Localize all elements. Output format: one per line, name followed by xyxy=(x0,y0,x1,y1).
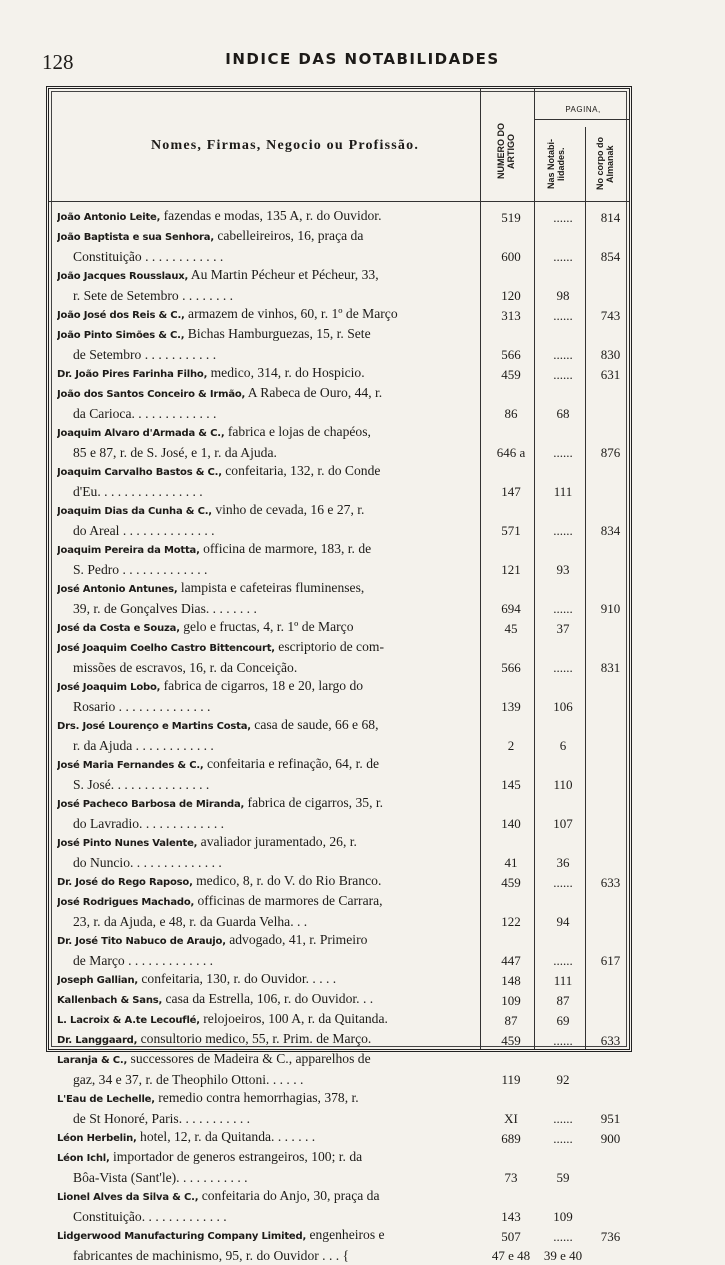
entry-description: fabrica e lojas de chapéos, xyxy=(224,424,371,439)
notabilidades-page: 111 xyxy=(553,973,573,988)
article-number: 571 xyxy=(501,523,521,538)
entry-text: Constituição. . . . . . . . . . . . . xyxy=(73,1209,227,1224)
notabilidades-page: 109 xyxy=(553,1209,573,1224)
article-number: 143 xyxy=(501,1209,521,1224)
entry-description: officina de marmore, 183, r. de xyxy=(199,541,372,556)
firm-name: L'Eau de Lechelle, xyxy=(57,1094,155,1105)
almanak-page: 854 xyxy=(600,249,621,264)
entry-text xyxy=(57,1187,485,1207)
firm-name: Joaquim Dias da Cunha & C., xyxy=(57,506,212,517)
entry-description: gelo e fructas, 4, r. 1º de Março xyxy=(179,619,354,634)
entry-description: casa da Estrella, 106, r. do Ouvidor. . . xyxy=(162,991,374,1006)
index-entry xyxy=(57,482,632,501)
almanak-page: 736 xyxy=(600,1229,621,1244)
firm-name: José da Costa e Souza, xyxy=(57,623,180,634)
almanak-page: 743 xyxy=(600,308,621,323)
entry-description: lampista e cafeteiras fluminenses, xyxy=(177,580,365,595)
notabilidades-header: Nas Notabi- lidades. xyxy=(546,139,566,190)
index-entry xyxy=(57,1207,632,1226)
index-entry xyxy=(57,931,632,951)
firm-name: João Jacques Rousslaux, xyxy=(57,271,189,282)
firm-name: Dr. Langgaard, xyxy=(57,1035,138,1046)
entry-text xyxy=(57,462,485,482)
notabilidades-page: 6 xyxy=(559,738,567,753)
index-table xyxy=(46,86,632,1263)
firm-name: João Pinto Simões & C., xyxy=(57,330,185,341)
article-number: 87 xyxy=(504,1013,518,1028)
firm-name: José Pacheco Barbosa de Miranda, xyxy=(57,799,245,810)
entry-text: 39, r. de Gonçalves Dias. . . . . . . . xyxy=(73,601,257,616)
notabilidades-page: ...... xyxy=(553,875,573,890)
entry-text xyxy=(57,501,485,521)
article-number: 109 xyxy=(501,993,521,1008)
notabilidades-page: ...... xyxy=(553,1111,573,1126)
almanak-page: 900 xyxy=(600,1131,621,1146)
index-entry xyxy=(57,1168,632,1187)
entry-text xyxy=(57,1148,485,1168)
index-entry xyxy=(57,286,632,305)
index-entry xyxy=(57,638,632,658)
index-entry xyxy=(57,697,632,716)
notabilidades-page: 87 xyxy=(556,993,570,1008)
entry-description: Bichas Hamburguezas, 15, r. Sete xyxy=(184,326,371,341)
entries-list xyxy=(57,207,632,1265)
notabilidades-page: 110 xyxy=(553,777,573,792)
article-number: 45 xyxy=(504,621,518,636)
entry-text xyxy=(57,970,485,990)
entry-text xyxy=(57,1089,485,1109)
index-entry xyxy=(57,404,632,423)
entry-text xyxy=(57,755,485,775)
entry-description: medico, 8, r. do V. do Rio Branco. xyxy=(192,873,382,888)
entry-description: confeitaria do Anjo, 30, praça da xyxy=(198,1188,380,1203)
entry-text xyxy=(57,1030,485,1050)
entry-text xyxy=(57,1050,485,1070)
notabilidades-page: 36 xyxy=(556,855,570,870)
notabilidades-page: 68 xyxy=(556,406,570,421)
almanak-page: 951 xyxy=(600,1111,621,1126)
notabilidades-page: ...... xyxy=(553,953,573,968)
entry-text xyxy=(57,266,485,286)
firm-name: Kallenbach & Sans, xyxy=(57,995,163,1006)
notabilidades-page: ...... xyxy=(553,1033,573,1048)
index-entry xyxy=(57,1010,632,1030)
entry-text xyxy=(57,364,485,384)
firm-name: Joaquim Alvaro d'Armada & C., xyxy=(57,428,225,439)
entry-text: de Março . . . . . . . . . . . . . xyxy=(73,953,214,968)
article-number: 140 xyxy=(501,816,521,831)
entry-text: do Lavradio. . . . . . . . . . . . . xyxy=(73,816,225,831)
firm-name: L. Lacroix & A.te Lecouflé, xyxy=(57,1015,200,1026)
page-number: 128 xyxy=(42,50,74,74)
article-number: 519 xyxy=(501,210,521,225)
index-entry xyxy=(57,599,632,618)
index-entry xyxy=(57,443,632,462)
index-entry xyxy=(57,521,632,540)
article-number: 147 xyxy=(501,484,521,499)
entry-text xyxy=(57,892,485,912)
article-number: 86 xyxy=(504,406,518,421)
index-entry xyxy=(57,325,632,345)
entry-description: casa de saude, 66 e 68, xyxy=(250,717,379,732)
entry-description: fabrica de cigarros, 18 e 20, largo do xyxy=(160,678,364,693)
index-entry xyxy=(57,951,632,970)
entry-text: gaz, 34 e 37, r. de Theophilo Ottoni. . . . . . xyxy=(73,1072,304,1087)
article-number: 73 xyxy=(504,1170,518,1185)
index-entry xyxy=(57,912,632,931)
entry-description: confeitaria, 130, r. do Ouvidor. . . . . xyxy=(138,971,337,986)
firm-name: José Joaquim Coelho Castro Bittencourt, xyxy=(57,643,275,654)
entry-description: confeitaria e refinação, 64, r. de xyxy=(203,756,380,771)
entry-text: Bôa-Vista (Sant'le). . . . . . . . . . . xyxy=(73,1170,248,1185)
firm-name: Lidgerwood Manufacturing Company Limited, xyxy=(57,1231,307,1242)
index-entry xyxy=(57,1050,632,1070)
entry-text xyxy=(57,990,485,1010)
index-entry xyxy=(57,833,632,853)
article-number: 121 xyxy=(501,562,521,577)
firm-name: Dr. José Tito Nabuco de Araujo, xyxy=(57,936,226,947)
entry-text xyxy=(57,931,485,951)
firm-name: Léon Herbelin, xyxy=(57,1133,137,1144)
firm-name: João José dos Reis & C., xyxy=(57,310,185,321)
entry-text: S. José. . . . . . . . . . . . . . . xyxy=(73,777,210,792)
entry-description: fazendas e modas, 135 A, r. do Ouvidor. xyxy=(160,208,382,223)
pagina-header: PAGINA, xyxy=(565,105,601,114)
index-entry xyxy=(57,247,632,266)
index-entry xyxy=(57,579,632,599)
index-entry xyxy=(57,892,632,912)
almanak-page: 633 xyxy=(600,875,621,890)
almanak-page: 631 xyxy=(600,367,621,382)
index-entry xyxy=(57,560,632,579)
entry-text xyxy=(57,1226,485,1246)
entry-text: fabricantes de machinismo, 95, r. do Ouvidor . . . { xyxy=(73,1248,350,1263)
notabilidades-page: 107 xyxy=(553,816,573,831)
index-entry xyxy=(57,1030,632,1050)
firm-name: Dr. José do Rego Raposo, xyxy=(57,877,193,888)
article-number: 566 xyxy=(501,660,521,675)
index-entry xyxy=(57,677,632,697)
entry-description: avaliador juramentado, 26, r. xyxy=(197,834,357,849)
article-number: 119 xyxy=(501,1072,521,1087)
running-head: INDICE DAS NOTABILIDADES xyxy=(225,50,500,68)
entry-text: r. da Ajuda . . . . . . . . . . . . xyxy=(73,738,214,753)
firm-name: José Maria Fernandes & C., xyxy=(57,760,204,771)
entry-description: remedio contra hemorrhagias, 378, r. xyxy=(154,1090,359,1105)
article-number: 41 xyxy=(504,855,518,870)
firm-name: Laranja & C., xyxy=(57,1055,128,1066)
entry-text: Rosario . . . . . . . . . . . . . . xyxy=(73,699,211,714)
almanak-page: 633 xyxy=(600,1033,621,1048)
index-entry xyxy=(57,1070,632,1089)
index-entry xyxy=(57,1089,632,1109)
names-column-header: Nomes, Firmas, Negocio ou Profissão. xyxy=(150,138,420,153)
index-entry xyxy=(57,540,632,560)
index-entry xyxy=(57,501,632,521)
notabilidades-page: 59 xyxy=(556,1170,570,1185)
article-number: 694 xyxy=(501,601,521,616)
index-entry xyxy=(57,872,632,892)
article-number: 459 xyxy=(501,1033,521,1048)
entry-text xyxy=(57,305,485,325)
entry-description: Au Martin Pécheur et Pécheur, 33, xyxy=(188,267,379,282)
index-entry xyxy=(57,970,632,990)
almanak-page: 830 xyxy=(600,347,621,362)
entry-description: fabrica de cigarros, 35, r. xyxy=(244,795,384,810)
entry-text xyxy=(57,794,485,814)
article-number: 646 a xyxy=(496,445,526,460)
index-entry xyxy=(57,775,632,794)
entry-description: cabelleireiros, 16, praça da xyxy=(213,228,364,243)
entry-text: do Areal . . . . . . . . . . . . . . xyxy=(73,523,215,538)
index-entry xyxy=(57,814,632,833)
article-number: 507 xyxy=(501,1229,521,1244)
notabilidades-page: ...... xyxy=(553,308,573,323)
entry-text: S. Pedro . . . . . . . . . . . . . xyxy=(73,562,208,577)
notabilidades-page: ...... xyxy=(553,210,573,225)
entry-text: de St Honoré, Paris. . . . . . . . . . . xyxy=(73,1111,251,1126)
article-number: 600 xyxy=(501,249,521,264)
index-entry xyxy=(57,1246,632,1265)
article-number: XI xyxy=(504,1111,518,1126)
index-entry xyxy=(57,618,632,638)
firm-name: João Baptista e sua Senhora, xyxy=(57,232,214,243)
notabilidades-page: ...... xyxy=(553,601,573,616)
notabilidades-page: ...... xyxy=(553,660,573,675)
firm-name: Léon Ichl, xyxy=(57,1153,110,1164)
index-entry xyxy=(57,1128,632,1148)
entry-text: Constituição . . . . . . . . . . . . xyxy=(73,249,224,264)
entry-description: engenheiros e xyxy=(306,1227,385,1242)
entry-description: successores de Madeira & C., apparelhos de xyxy=(127,1051,371,1066)
notabilidades-page: 111 xyxy=(553,484,573,499)
entry-text xyxy=(57,1010,485,1030)
entry-description: A Rabeca de Ouro, 44, r. xyxy=(245,385,383,400)
entry-description: relojoeiros, 100 A, r. da Quitanda. xyxy=(199,1011,388,1026)
index-entry xyxy=(57,345,632,364)
entry-text xyxy=(57,677,485,697)
notabilidades-page: ...... xyxy=(553,523,573,538)
notabilidades-page: 37 xyxy=(556,621,570,636)
firm-name: José Joaquim Lobo, xyxy=(57,682,161,693)
entry-text xyxy=(57,833,485,853)
article-number: 145 xyxy=(501,777,521,792)
almanak-page: 831 xyxy=(600,660,621,675)
entry-description: armazem de vinhos, 60, r. 1º de Março xyxy=(184,306,398,321)
article-number: 47 e 48 xyxy=(491,1248,531,1263)
entry-description: hotel, 12, r. da Quitanda. . . . . . . xyxy=(136,1129,316,1144)
entry-text xyxy=(57,384,485,404)
firm-name: Joaquim Carvalho Bastos & C., xyxy=(57,467,222,478)
firm-name: José Rodrigues Machado, xyxy=(57,897,195,908)
firm-name: José Pinto Nunes Valente, xyxy=(57,838,198,849)
article-number: 459 xyxy=(501,875,521,890)
index-entry xyxy=(57,462,632,482)
article-number-header: NUMERO DO ARTIGO xyxy=(496,123,516,180)
almanak-page: 910 xyxy=(600,601,621,616)
entry-text xyxy=(57,638,485,658)
article-number: 2 xyxy=(507,738,515,753)
notabilidades-page: ...... xyxy=(553,1229,573,1244)
firm-name: Joseph Gallian, xyxy=(57,975,138,986)
firm-name: Lionel Alves da Silva & C., xyxy=(57,1192,199,1203)
entry-text xyxy=(57,716,485,736)
firm-name: Dr. João Pires Farinha Filho, xyxy=(57,369,208,380)
article-number: 689 xyxy=(501,1131,521,1146)
almanak-page: 834 xyxy=(600,523,621,538)
article-number: 459 xyxy=(501,367,521,382)
entry-description: confeitaria, 132, r. do Conde xyxy=(221,463,381,478)
notabilidades-page: 39 e 40 xyxy=(543,1248,583,1263)
index-entry xyxy=(57,364,632,384)
index-entry xyxy=(57,736,632,755)
index-entry xyxy=(57,305,632,325)
article-number: 447 xyxy=(501,953,521,968)
index-entry xyxy=(57,207,632,227)
index-entry xyxy=(57,1226,632,1246)
entry-text xyxy=(57,423,485,443)
notabilidades-page: 93 xyxy=(556,562,570,577)
entry-description: vinho de cevada, 16 e 27, r. xyxy=(211,502,365,517)
entry-text xyxy=(57,579,485,599)
notabilidades-page: 92 xyxy=(556,1072,570,1087)
article-number: 120 xyxy=(501,288,521,303)
entry-text xyxy=(57,872,485,892)
almanak-page: 617 xyxy=(600,953,621,968)
entry-text xyxy=(57,325,485,345)
entry-text: d'Eu. . . . . . . . . . . . . . . . xyxy=(73,484,203,499)
notabilidades-page: 98 xyxy=(556,288,570,303)
almanak-header: No corpo do Almanak xyxy=(595,137,615,191)
entry-description: medico, 314, r. do Hospicio. xyxy=(207,365,365,380)
firm-name: Drs. José Lourenço e Martins Costa, xyxy=(57,721,251,732)
index-entry xyxy=(57,266,632,286)
article-number: 122 xyxy=(501,914,521,929)
index-entry xyxy=(57,227,632,247)
entry-text xyxy=(57,618,485,638)
entry-text: r. Sete de Setembro . . . . . . . . xyxy=(73,288,234,303)
almanak-page: 876 xyxy=(600,445,621,460)
article-number: 148 xyxy=(501,973,521,988)
index-entry xyxy=(57,1109,632,1128)
index-entry xyxy=(57,384,632,404)
entry-description: importador de generos estrangeiros, 100; r. da xyxy=(109,1149,363,1164)
entry-description: advogado, 41, r. Primeiro xyxy=(225,932,368,947)
notabilidades-page: ...... xyxy=(553,347,573,362)
firm-name: João Antonio Leite, xyxy=(57,212,161,223)
index-entry xyxy=(57,990,632,1010)
entry-text xyxy=(57,1128,485,1148)
entry-description: consultorio medico, 55, r. Prim. de Março. xyxy=(137,1031,372,1046)
entry-text: 23, r. da Ajuda, e 48, r. da Guarda Velha. . . xyxy=(73,914,308,929)
article-number: 139 xyxy=(501,699,521,714)
notabilidades-page: ...... xyxy=(553,367,573,382)
index-entry xyxy=(57,853,632,872)
notabilidades-page: ...... xyxy=(553,445,573,460)
firm-name: José Antonio Antunes, xyxy=(57,584,178,595)
entry-text: da Carioca. . . . . . . . . . . . . xyxy=(73,406,217,421)
firm-name: Joaquim Pereira da Motta, xyxy=(57,545,200,556)
entry-description: escriptorio de com- xyxy=(274,639,384,654)
entry-description: officinas de marmores de Carrara, xyxy=(194,893,383,908)
index-entry xyxy=(57,658,632,677)
index-entry xyxy=(57,794,632,814)
index-entry xyxy=(57,1148,632,1168)
index-entry xyxy=(57,755,632,775)
notabilidades-page: ...... xyxy=(553,249,573,264)
entry-text xyxy=(57,227,485,247)
notabilidades-page: 69 xyxy=(556,1013,570,1028)
notabilidades-page: 94 xyxy=(556,914,570,929)
notabilidades-page: ...... xyxy=(553,1131,573,1146)
entry-text: missões de escravos, 16, r. da Conceição. xyxy=(73,660,298,675)
entry-text: do Nuncio. . . . . . . . . . . . . . xyxy=(73,855,222,870)
almanak-page: 814 xyxy=(600,210,621,225)
notabilidades-page: 106 xyxy=(553,699,573,714)
index-entry xyxy=(57,1187,632,1207)
entry-text xyxy=(57,540,485,560)
index-entry xyxy=(57,423,632,443)
entry-text: 85 e 87, r. de S. José, e 1, r. da Ajuda. xyxy=(73,445,277,460)
firm-name: João dos Santos Conceiro & Irmão, xyxy=(57,389,246,400)
entry-text xyxy=(57,207,485,227)
index-entry xyxy=(57,716,632,736)
article-number: 566 xyxy=(501,347,521,362)
article-number: 313 xyxy=(501,308,521,323)
entry-text: de Setembro . . . . . . . . . . . xyxy=(73,347,217,362)
